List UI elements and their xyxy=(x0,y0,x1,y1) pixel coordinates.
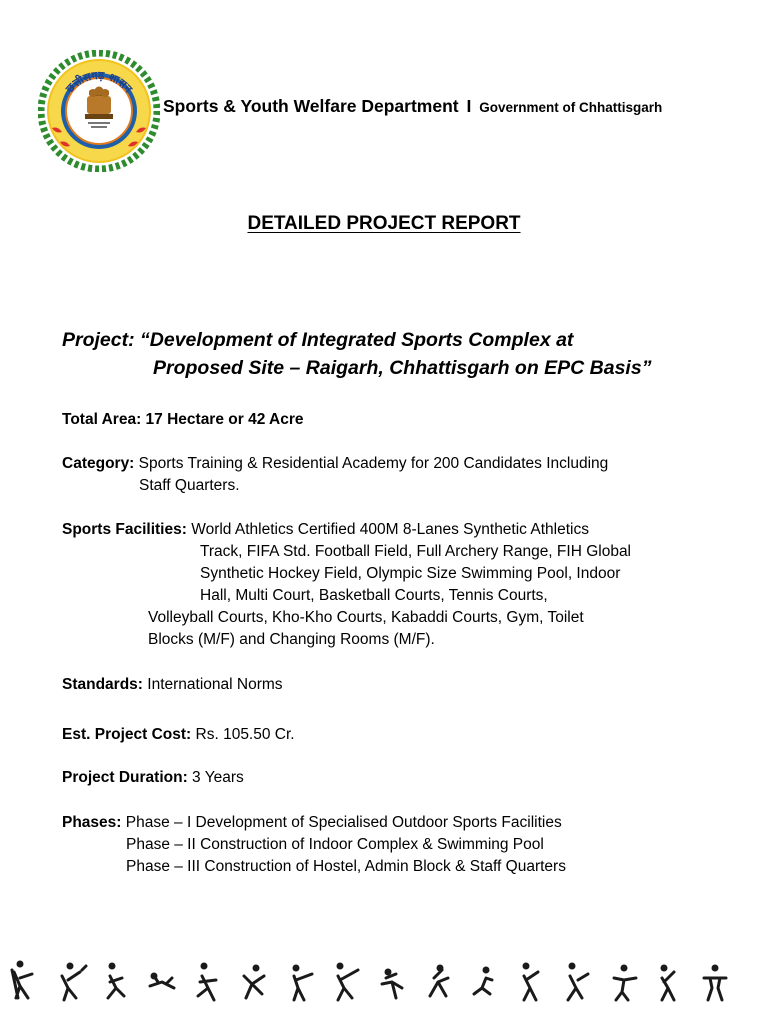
sports-facilities-label: Sports Facilities: xyxy=(62,521,187,538)
phases-label: Phases: xyxy=(62,814,122,831)
hurdles-icon xyxy=(382,969,402,999)
football-icon xyxy=(198,963,216,1001)
basketball-icon xyxy=(523,963,539,1001)
high-jump-icon xyxy=(430,965,448,997)
project-duration xyxy=(62,767,244,789)
volleyball-icon xyxy=(661,965,675,1001)
standards-label: Standards: xyxy=(62,676,143,693)
project-title xyxy=(62,326,752,382)
project-cost-label: Est. Project Cost: xyxy=(62,726,192,743)
project-title-line2: Proposed Site – Raigarh, Chhattisgarh on EPC Basis” xyxy=(153,357,652,379)
gymnastics-icon xyxy=(244,965,264,999)
cycling-icon xyxy=(474,967,492,995)
javelin-icon xyxy=(337,963,359,1001)
sports-facilities-line: Track, FIFA Std. Football Field, Full Archery Range, FIH Global xyxy=(200,543,632,560)
standards-value: International Norms xyxy=(147,676,283,693)
department-name: Sports & Youth Welfare Department xyxy=(163,96,459,116)
seal-text: छत्तीसगढ़ शासन xyxy=(63,68,135,96)
sports-facilities-line: Blocks (M/F) and Changing Rooms (M/F). xyxy=(148,631,435,648)
project-duration-label: Project Duration: xyxy=(62,769,188,786)
sports-facilities-line: Synthetic Hockey Field, Olympic Size Swimming Pool, Indoor xyxy=(200,565,621,582)
category-line2: Staff Quarters. xyxy=(139,477,240,494)
category-label: Category: xyxy=(62,455,135,472)
category-line1: Sports Training & Residential Academy for 200 Candidates Including xyxy=(138,455,609,472)
sports-facilities xyxy=(62,519,631,651)
archery-icon xyxy=(12,961,32,999)
fencing-icon xyxy=(293,965,313,1001)
total-area-value: 17 Hectare or 42 Acre xyxy=(145,411,304,428)
tennis-icon xyxy=(568,963,588,1001)
phase-item: Phase – I Development of Specialised Outdoor Sports Facilities xyxy=(125,814,562,831)
government-name: Government of Chhattisgarh xyxy=(479,100,663,115)
standards xyxy=(62,674,283,696)
project-cost xyxy=(62,724,295,746)
badminton-icon xyxy=(62,963,86,1001)
category xyxy=(62,453,608,497)
total-area xyxy=(62,409,304,431)
government-seal-logo xyxy=(38,50,160,172)
project-title-line1: Project: “Development of Integrated Sports Complex at xyxy=(62,329,574,351)
swimming-icon xyxy=(150,973,174,989)
report-title: DETAILED PROJECT REPORT xyxy=(247,213,521,234)
project-cost-value: Rs. 105.50 Cr. xyxy=(195,726,295,743)
shooting-icon xyxy=(614,965,636,1001)
total-area-label: Total Area: xyxy=(62,411,142,428)
sports-pictogram-strip xyxy=(0,960,768,1010)
header-separator: I xyxy=(466,96,472,116)
phase-item: Phase – III Construction of Hostel, Admin Block & Staff Quarters xyxy=(126,858,566,875)
running-icon xyxy=(108,963,124,999)
sports-facilities-line: Volleyball Courts, Kho-Kho Courts, Kabaddi Courts, Gym, Toilet xyxy=(148,609,584,626)
department-header xyxy=(163,96,662,117)
sports-facilities-line: World Athletics Certified 400M 8-Lanes Synthetic Athletics xyxy=(191,521,589,538)
phase-item: Phase – II Construction of Indoor Complex & Swimming Pool xyxy=(126,836,544,853)
project-duration-value: 3 Years xyxy=(192,769,244,786)
phases xyxy=(62,812,566,878)
weightlifting-icon xyxy=(704,965,726,1001)
sports-facilities-line: Hall, Multi Court, Basketball Courts, Tennis Courts, xyxy=(200,587,548,604)
